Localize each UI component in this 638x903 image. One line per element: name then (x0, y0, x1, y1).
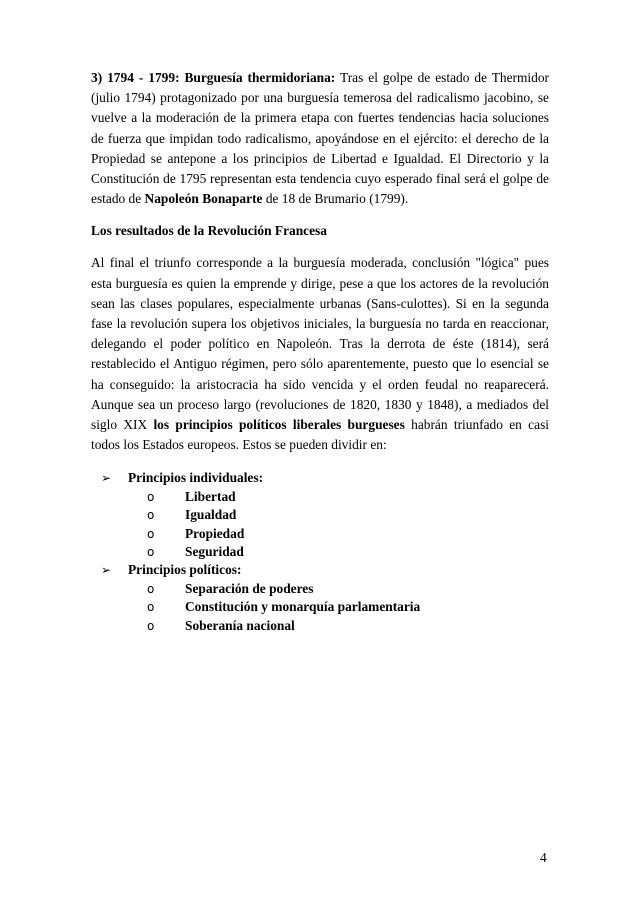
section-3-text-b: de 18 de Brumario (1799). (262, 191, 409, 207)
list-item (147, 525, 549, 543)
circle-bullet-icon: o (147, 508, 155, 523)
principles-list (91, 469, 549, 635)
item-label: Soberanía nacional (185, 617, 295, 633)
document-page (91, 68, 549, 635)
item-label: Constitución y monarquía parlamentaria (185, 599, 421, 615)
circle-bullet-icon: o (147, 545, 155, 560)
arrow-bullet-icon: ➢ (101, 563, 112, 578)
group-label: Principios individuales: (128, 470, 264, 486)
section-3-heading: 3) 1794 - 1799: Burguesía thermidoriana: (91, 70, 336, 85)
liberal-principles-phrase: los principios políticos liberales burgueses (153, 417, 405, 433)
individual-items (128, 488, 549, 562)
item-label: Seguridad (185, 544, 244, 560)
list-item (147, 598, 549, 616)
results-text-a: Al final el triunfo corresponde a la burguesía moderada, conclusión "lógica" pues esta burguesía es quien la emprende y dirige, pese a que los actores de la revolución sean las clases populares, especialmente urbanas (Sans-culottes). Si en la segunda fase la revolución supera los objetivos iniciales, la burguesía no tarda en reaccionar, delegando el poder político en Napoleón. Tras la derrota de éste (1814), será restablecido el Antiguo régimen, pero sólo aparentemente, puesto que lo esencial se ha conseguido: la aristocracia ha sido vencida y el orden feudal no reaparecerá. Aunque sea un proceso largo (revoluciones de 1820, 1830 y 1848), a mediados del siglo XIX (91, 255, 549, 433)
item-label: Separación de poderes (185, 580, 314, 596)
section-3-text-a: Tras el golpe de estado de Thermidor (julio 1794) protagonizado por una burguesía temerosa del radicalismo jacobino, se vuelve a la moderación de la primera etapa con fuertes tendencias hacia soluciones de fuerza que impidan todo radicalismo, apoyándose en el ejército: el derecho de la Propiedad se antepone a los principios de Libertad e Igualdad. El Directorio y la Constitución de 1795 representan esta tendencia cuyo esperado final será el golpe de estado de (91, 70, 550, 207)
circle-bullet-icon: o (147, 526, 155, 541)
list-item (147, 580, 549, 598)
circle-bullet-icon: o (147, 489, 155, 504)
section-3-paragraph (91, 68, 549, 209)
item-label: Propiedad (185, 525, 245, 541)
list-item (147, 488, 549, 506)
circle-bullet-icon: o (147, 581, 155, 596)
political-items (128, 580, 549, 635)
list-item (147, 543, 549, 561)
list-item (147, 617, 549, 635)
item-label: Libertad (185, 488, 236, 504)
group-label: Principios políticos: (128, 562, 242, 578)
item-label: Igualdad (185, 507, 237, 523)
results-heading: Los resultados de la Revolución Francesa (91, 223, 327, 239)
circle-bullet-icon: o (147, 600, 155, 615)
arrow-bullet-icon: ➢ (101, 471, 112, 486)
results-text-b: habrán triunfado en casi todos los Estados europeos. Estos se pueden dividir en: (91, 417, 549, 453)
circle-bullet-icon: o (147, 618, 155, 633)
principles-group-individual (101, 469, 549, 561)
page-number: 4 (540, 850, 547, 865)
principles-group-political (101, 561, 549, 635)
results-paragraph (91, 253, 549, 455)
list-item (147, 506, 549, 524)
napoleon-name: Napoleón Bonaparte (144, 191, 263, 207)
